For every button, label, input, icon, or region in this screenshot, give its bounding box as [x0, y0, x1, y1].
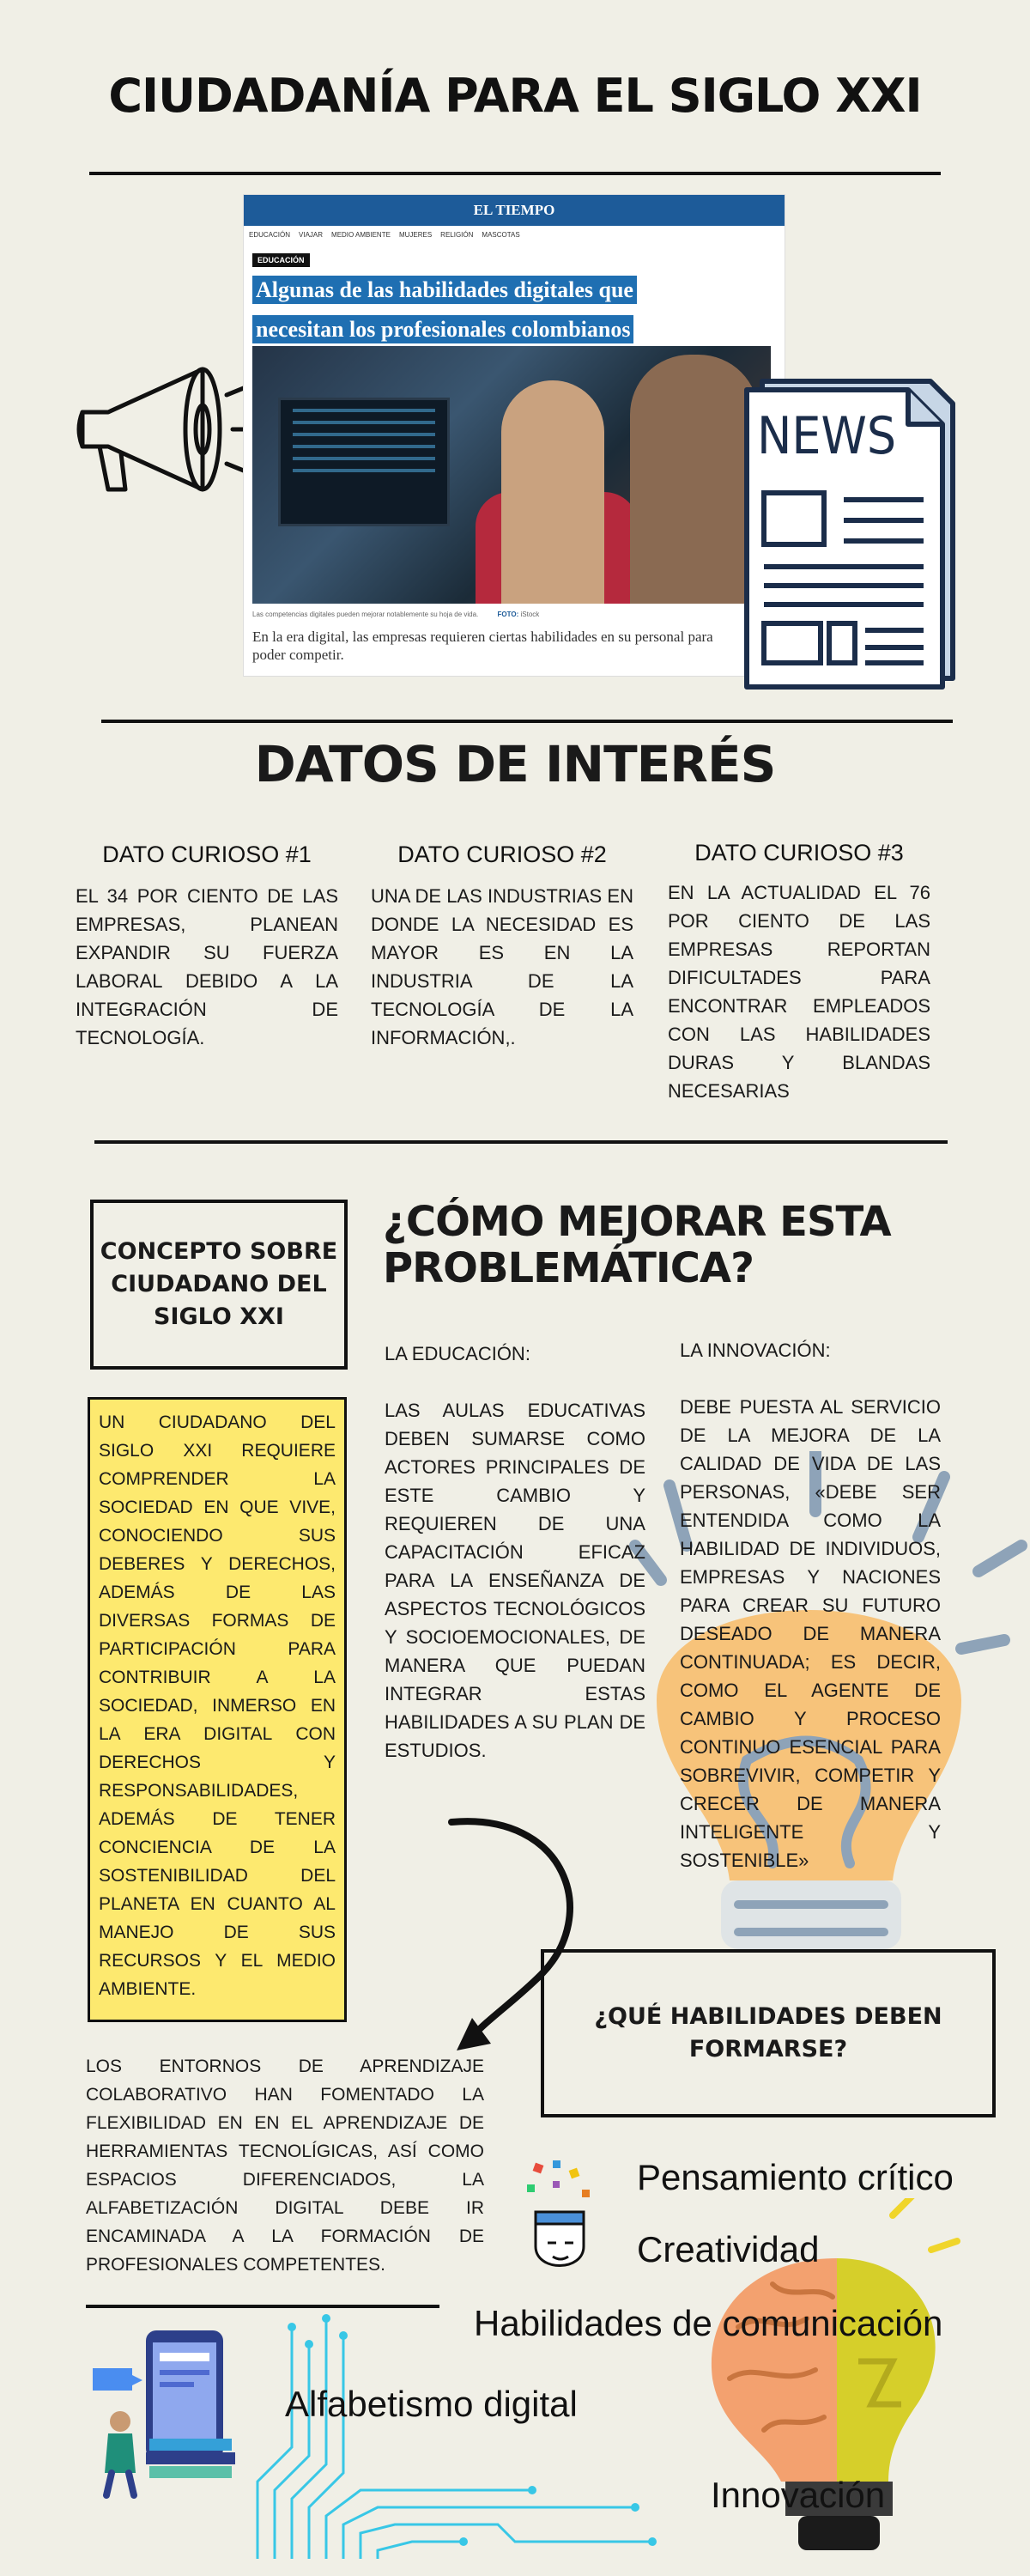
divider [89, 172, 941, 175]
improve-title-line: PROBLEMÁTICA? [383, 1244, 754, 1292]
education-text: LAS AULAS EDUCATIVAS DEBEN SUMARSE COMO ACTORES PRINCIPALES DE ESTE CAMBIO Y REQUIEREN DE UNA CAPACITACIÓN EFICAZ PARA LA ENSEÑANZA DE ASPECTOS TECNOLÓGICOS Y SOCIOEMOCIONALES, DE MANERA QUE PUEDAN INTEGRAR ESTAS HABILIDADES A SU PLAN DE ESTUDIOS. [385, 1400, 645, 1761]
news-menu-item: EDUCACIÓN [249, 231, 291, 239]
skill-digital-literacy: Alfabetismo digital [285, 2384, 578, 2424]
monitor-illustration [278, 398, 450, 526]
concept-title-box: CONCEPTO SOBRE CIUDADANO DEL SIGLO XXI [90, 1200, 348, 1370]
digital-learner-illustration [89, 2327, 244, 2499]
fact-card [668, 840, 930, 1105]
fact-heading: DATO CURIOSO #2 [397, 841, 607, 867]
facts-title: DATOS DE INTERÉS [254, 735, 776, 793]
fact-text: UNA DE LAS INDUSTRIAS EN DONDE LA NECESIDAD ES MAYOR ES EN LA INDUSTRIA DE LA TECNOLOGÍA DE LA INFORMACIÓN,. [371, 885, 633, 1048]
news-dek: En la era digital, las empresas requieren ciertas habilidades en su personal para poder competir. [252, 629, 713, 663]
megaphone-icon [74, 361, 271, 498]
education-column [385, 1340, 645, 1765]
news-article-clip [243, 194, 785, 677]
skill-communication: Habilidades de comunicación [474, 2303, 943, 2343]
news-menu-item: MUJERES [398, 231, 433, 239]
divider [86, 2305, 439, 2308]
news-photo [252, 346, 771, 604]
newspaper-icon-label: NEWS [757, 406, 897, 466]
education-heading: LA EDUCACIÓN: [385, 1343, 530, 1364]
news-caption: Las competencias digitales pueden mejorar notablemente su hoja de vida. FOTO: iStock [252, 611, 540, 618]
news-menu [249, 231, 520, 239]
innovation-heading: LA INNOVACIÓN: [680, 1340, 831, 1361]
divider [94, 1140, 948, 1144]
newspaper-icon [728, 364, 956, 696]
innovation-column [680, 1336, 941, 1874]
news-menu-item: MEDIO AMBIENTE [331, 231, 391, 239]
improve-title [383, 1199, 984, 1291]
circuit-decoration [240, 2310, 670, 2567]
skill-creativity: Creatividad [637, 2229, 820, 2269]
headline-line: necesitan los profesionales colombianos [252, 315, 633, 343]
fact-card [76, 841, 338, 1052]
news-headline [252, 270, 733, 349]
skills-question-box: ¿QUÉ HABILIDADES DEBEN FORMARSE? [541, 1949, 996, 2117]
innovation-text: DEBE PUESTA AL SERVICIO DE LA MEJORA DE LA CALIDAD DE VIDA DE LAS PERSONAS, «DEBE SER ENTENDIDA COMO LA HABILIDAD DE INDIVIDUOS, EMPRESAS Y NACIONES PARA CREAR SU FUTURO DESEADO DE MANERA CONTINUADA; ES DECIR, COMO EL AGENTE DE CAMBIO Y PROCESO CONTINUO ESENCIAL PARA SOBREVIVIR, COMPETIR Y CRECER DE MANERA INTELIGENTE Y SOSTENIBLE» [680, 1396, 941, 1871]
improve-title-line: ¿CÓMO MEJORAR ESTA [383, 1198, 891, 1246]
fact-text: EL 34 POR CIENTO DE LAS EMPRESAS, PLANEAN EXPANDIR SU FUERZA LABORAL DEBIDO A LA INTEGRACIÓN DE TECNOLOGÍA. [76, 885, 338, 1048]
fact-text: EN LA ACTUALIDAD EL 76 POR CIENTO DE LAS EMPRESAS REPORTAN DIFICULTADES PARA ENCONTRAR EMPLEADOS CON LAS HABILIDADES DURAS Y BLANDAS NECESARIAS [668, 882, 930, 1102]
news-menu-item: VIAJAR [299, 231, 324, 239]
head-ideas-icon [518, 2160, 601, 2281]
page-title: CIUDADANÍA PARA EL SIGLO XXI [108, 69, 922, 123]
environments-text: LOS ENTORNOS DE APRENDIZAJE COLABORATIVO HAN FOMENTADO LA FLEXIBILIDAD EN EN EL APRENDIZAJE DE HERRAMIENTAS TECNOLÍGICAS, ASÍ COMO ESPACIOS DIFERENCIADOS, LA ALFABETIZACIÓN DIGITAL DEBE IR ENCAMINADA A LA FORMACIÓN DE PROFESIONALES COMPETENTES. [86, 2057, 484, 2275]
fact-heading: DATO CURIOSO #3 [694, 840, 904, 866]
news-masthead: EL TIEMPO [244, 195, 785, 226]
news-menu-item: RELIGIÓN [440, 231, 474, 239]
fact-heading: DATO CURIOSO #1 [102, 841, 312, 867]
skill-innovation: Innovación [711, 2475, 886, 2515]
headline-line: Algunas de las habilidades digitales que [252, 276, 637, 304]
news-section-badge: EDUCACIÓN [252, 253, 310, 267]
news-menu-item: MASCOTAS [482, 231, 520, 239]
concept-text-box: UN CIUDADANO DEL SIGLO XXI REQUIERE COMPRENDER LA SOCIEDAD EN QUE VIVE, CONOCIENDO SUS DEBERES Y DERECHOS, ADEMÁS DE LAS DIVERSAS FORMAS DE PARTICIPACIÓN PARA CONTRIBUIR A LA SOCIEDAD, INMERSO EN LA ERA DIGITAL CON DERECHOS Y RESPONSABILIDADES, ADEMÁS DE TENER CONCIENCIA DE LA SOSTENIBILIDAD DEL PLANETA EN CUANTO AL MANEJO DE SUS RECURSOS Y EL MEDIO AMBIENTE. [88, 1397, 347, 2022]
divider [101, 720, 953, 723]
fact-card [371, 841, 633, 1052]
skill-critical-thinking: Pensamiento crítico [637, 2157, 954, 2197]
